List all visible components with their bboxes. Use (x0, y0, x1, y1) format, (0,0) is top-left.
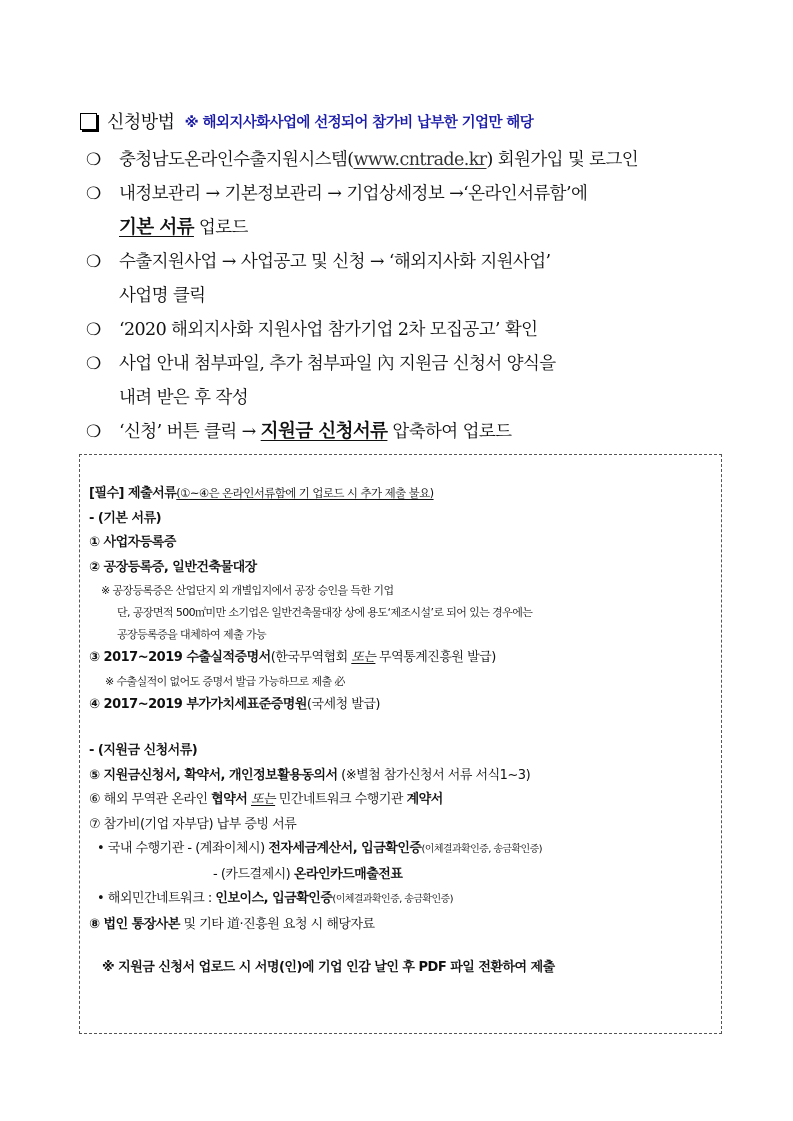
required-documents-list (89, 481, 719, 975)
item-4: ④ 2017~2019 부가가치세표준증명원(국세청 발급) (89, 696, 380, 712)
item-8: ⑧ 법인 통장사본 및 기타 道·진흥원 요청 시 해당자료 (89, 916, 375, 932)
square-bullet-icon (80, 113, 97, 130)
step-1: ❍ 충청남도온라인수출지원시스템(www.cntrade.kr) 회원가입 및 로그인 (86, 143, 736, 177)
circle-bullet-icon: ❍ (86, 252, 101, 272)
item-6: ⑥ 해외 무역관 온라인 협약서 또는 민간네트워크 수행기관 계약서 (89, 792, 443, 807)
section-heading (80, 108, 533, 134)
section-basic-docs: - (기본 서류) (89, 510, 162, 526)
step-list (86, 143, 736, 449)
circle-bullet-icon: ❍ (86, 354, 101, 374)
website-link[interactable]: www.cntrade.kr (353, 150, 487, 170)
note-2b: 단, 공장면적 500㎡미만 소기업은 일반건축물대장 상에 용도‘제조시설’로 되어 있는 경우에는 (117, 606, 533, 619)
step-3: ❍ 수출지원사업 → 사업공고 및 신청 → ‘해외지사화 지원사업’ 사업명 클릭 (86, 245, 736, 313)
item-7: ⑦ 참가비(기업 자부담) 납부 증빙 서류 (89, 816, 297, 832)
required-documents-box (79, 454, 722, 1034)
note-2c: 공장등록증을 대체하여 제출 가능 (117, 628, 267, 641)
section-application-docs: - (지원금 신청서류) (89, 743, 198, 758)
circle-bullet-icon: ❍ (86, 184, 101, 204)
step-5: ❍ 사업 안내 첨부파일, 추가 첨부파일 內 지원금 신청서 양식을 내려 받은 후 작성 (86, 347, 736, 415)
circle-bullet-icon: ❍ (86, 320, 101, 340)
circle-bullet-icon: ❍ (86, 422, 101, 442)
box-header: [필수] 제출서류(①~④은 온라인서류함에 기 업로드 시 추가 제출 불요) (89, 486, 434, 501)
step-6: ❍ ‘신청’ 버튼 클릭 → 지원금 신청서류 압축하여 업로드 (86, 415, 736, 449)
detail-domestic: • 국내 수행기관 - (계좌이체시) 전자세금계산서, 입금확인증(이체결과확인증, 송금확인증) (97, 841, 542, 856)
emphasis-basic-docs: 기본 서류 (119, 217, 194, 238)
heading-note: ※ 해외지사화사업에 선정되어 참가비 납부한 기업만 해당 (184, 114, 534, 131)
step-2: ❍ 내정보관리 → 기본정보관리 → 기업상세정보 →‘온라인서류함’에 기본 서류 업로드 (86, 177, 736, 245)
item-1: ① 사업자등록증 (89, 535, 176, 550)
detail-card: - (카드결제시) 온라인카드매출전표 (213, 866, 403, 882)
item-2: ② 공장등록증, 일반건축물대장 (89, 559, 257, 575)
emphasis-application-docs: 지원금 신청서류 (260, 421, 388, 442)
heading-title: 신청방법 (107, 112, 175, 133)
step-4: ❍ ‘2020 해외지사화 지원사업 참가기업 2차 모집공고’ 확인 (86, 313, 736, 347)
note-3: ※ 수출실적이 없어도 증명서 발급 가능하므로 제출 必 (105, 674, 345, 688)
item-3: ③ 2017~2019 수출실적증명서(한국무역협회 또는 무역통계진흥원 발급) (89, 650, 496, 665)
circle-bullet-icon: ❍ (86, 150, 101, 170)
final-note: ※ 지원금 신청서 업로드 시 서명(인)에 기업 인감 날인 후 PDF 파일 전환하여 제출 (102, 960, 555, 975)
note-2a: ※ 공장등록증은 산업단지 외 개별입지에서 공장 승인을 득한 기업 (101, 584, 394, 597)
item-5: ⑤ 지원금신청서, 확약서, 개인정보활용동의서 (※별첨 참가신청서 서류 서식1~3) (89, 767, 531, 783)
detail-overseas: • 해외민간네트워크 : 인보이스, 입금확인증(이체결과확인증, 송금확인증) (97, 891, 453, 906)
